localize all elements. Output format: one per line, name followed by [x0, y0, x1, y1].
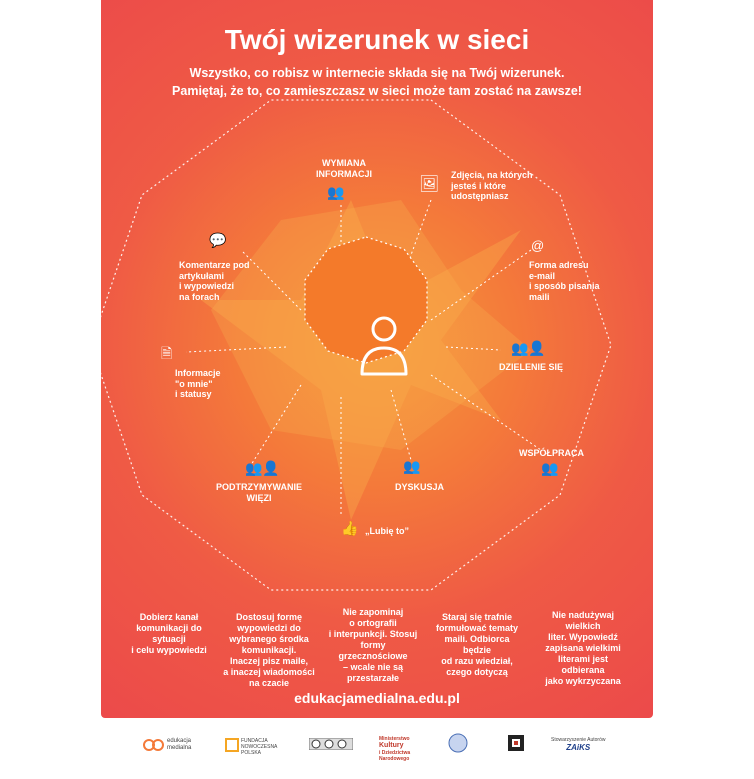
comment-icon: 💬 — [209, 232, 227, 248]
poster-subtitle: Wszystko, co robisz w internecie składa się na Twój wizerunek. Pamiętaj, że to, co zamieszczasz w sieci może tam zostać na zawsze! — [172, 66, 582, 98]
logo-cc-license — [309, 738, 353, 752]
logo-edukacja-medialna: edukacja medialna — [143, 738, 165, 754]
node-wymiana-informacji: WYMIANA INFORMACJI — [316, 158, 372, 179]
footer-logos — [101, 724, 653, 779]
tip-1: Dobierz kanał komunikacji do sytuacji i celu wypowiedzi — [131, 612, 207, 655]
logo-zaiks: Stowarzyszenie Autorów ZAiKS — [551, 737, 606, 752]
logo-globe — [447, 732, 469, 756]
tip-3: Nie zapominaj o ortografii i interpunkcji. Stosuj formy grzecznościowe – wcale nie są przestarzałe — [328, 607, 418, 683]
node-dzielenie-sie: DZIELENIE SIĘ — [499, 362, 564, 372]
node-wspolpraca: WSPÓŁPRACA — [519, 448, 584, 458]
node-forma-adresu: Forma adresu e-mail i sposób pisania maili — [529, 260, 600, 302]
discussion-icon: 👥 — [403, 458, 421, 474]
node-zdjecia: Zdjęcia, na których jesteś i które udostępniasz — [451, 170, 533, 201]
document-icon: 🗎 — [161, 345, 173, 361]
users-icon: 👥 — [327, 184, 345, 200]
globe-icon — [447, 732, 469, 754]
nowoczesna-logo-icon — [225, 738, 239, 752]
tip-4: Staraj się trafnie formułować tematy maili. Odbiorca będzie od razu wiedział, czego dotyczą — [435, 612, 519, 677]
collaboration-icon: 👥 — [541, 460, 559, 476]
edukacja-logo-icon — [143, 738, 165, 752]
poster — [101, 0, 653, 718]
node-podtrzymywanie-wiezi: PODTRZYMYWANIE WIĘZI — [216, 482, 303, 503]
photo-icon: 🖼 — [419, 176, 440, 193]
node-lubie-to: „Lubię to” — [365, 526, 409, 536]
at-icon: @ — [531, 238, 545, 253]
square-logo-icon — [507, 734, 525, 752]
tip-2: Dostosuj formę wypowiedzi do wybranego środka komunikacji. Inaczej pisz maile, a inaczej wiadomości na czacie — [223, 612, 315, 688]
creative-commons-icon — [309, 738, 353, 750]
center-decagon — [305, 237, 427, 363]
logo-nowoczesna-polska: FUNDACJA NOWOCZESNA POLSKA — [225, 738, 239, 754]
like-icon: 👍 — [341, 520, 359, 536]
group-icon: 👥👤 — [511, 340, 546, 356]
logo-ministerstwo: Ministerstwo Kultury i Dziedzictwa Narodowego — [379, 736, 411, 762]
tip-5: Nie nadużywaj wielkich liter. Wypowiedź zapisana wielkimi literami jest odbierana jako wykrzyczana — [545, 610, 621, 686]
node-komentarze: Komentarze pod artykułami i wypowiedzi na forach — [179, 260, 250, 302]
bonds-icon: 👥👤 — [245, 460, 280, 476]
website-url[interactable]: edukacjamedialna.edu.pl — [294, 690, 460, 706]
node-dyskusja: DYSKUSJA — [395, 482, 445, 492]
logo-square — [507, 734, 525, 754]
poster-title: Twój wizerunek w sieci — [224, 24, 530, 55]
node-informacje: Informacje "o mnie" i statusy — [175, 368, 221, 399]
